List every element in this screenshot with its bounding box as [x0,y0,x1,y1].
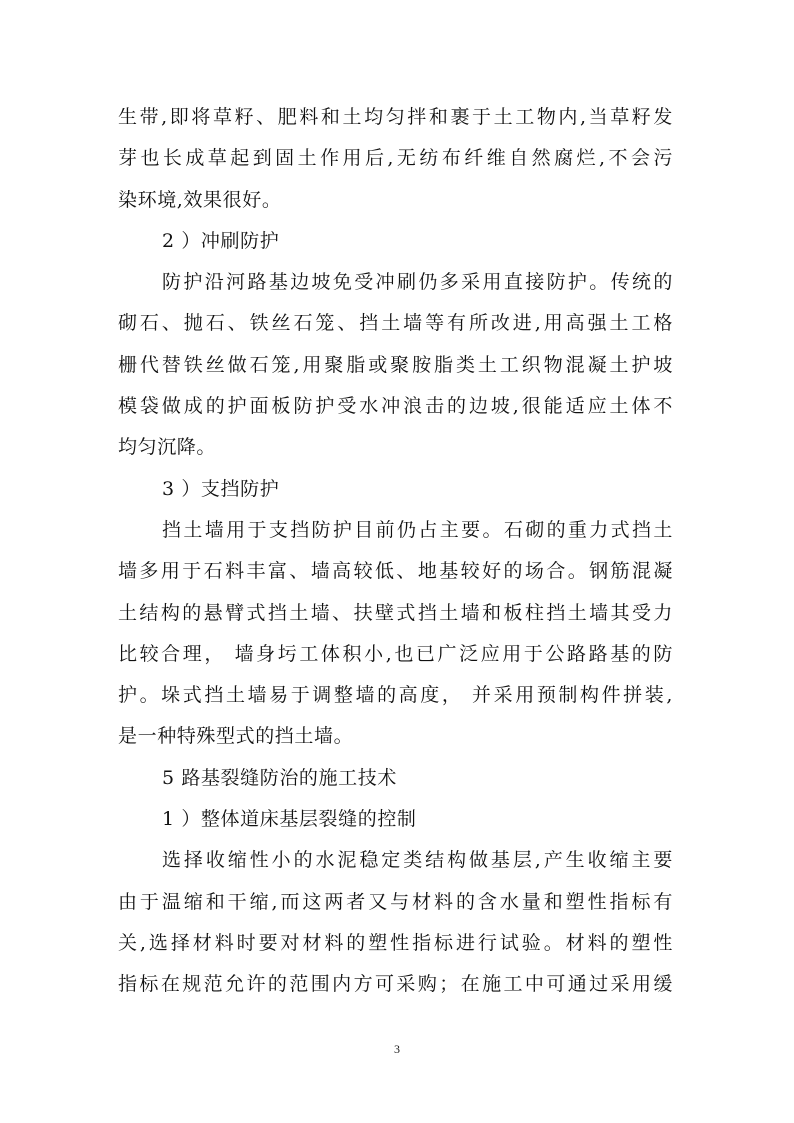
page-body [118,97,673,1006]
text-line: 挡土墙用于支挡防护目前仍占主要。石砌的重力式挡土 [162,518,673,541]
text-line: 关,选择材料时要对材料的塑性指标进行试验。材料的塑性 [118,931,673,954]
text-line: 栅代替铁丝做石笼,用聚脂或聚胺脂类土工织物混凝土护坡 [118,353,673,376]
text-line: 选择收缩性小的水泥稳定类结构做基层,产生收缩主要 [162,849,673,872]
text-line: 由于温缩和干缩,而这两者又与材料的含水量和塑性指标有 [118,890,673,913]
text-line: 墙多用于石料丰富、墙高较低、地基较好的场合。钢筋混凝 [118,560,673,583]
text-line: 均匀沉降。 [118,436,217,459]
paragraph-continued [118,97,673,221]
text-line: 土结构的悬臂式挡土墙、扶壁式挡土墙和板柱挡土墙其受力 [118,601,673,624]
section-heading-scour-protection: 2 ）冲刷防护 [162,229,280,252]
text-line: 生带,即将草籽、肥料和土均匀拌和裹于土工物内,当草籽发 [118,106,673,128]
text-line: 染环境,效果很好。 [118,188,282,211]
text-line: 护。垛式挡土墙易于调整墙的高度， 并采用预制构件拼装, [118,684,673,707]
paragraph-scour-protection [118,262,673,468]
text-line: 防护沿河路基边坡免受冲刷仍多采用直接防护。传统的 [162,271,673,294]
text-line: 模袋做成的护面板防护受水冲浪击的边坡,很能适应土体不 [118,395,673,418]
text-line: 是一种特殊型式的挡土墙。 [118,725,354,748]
text-line: 比较合理， 墙身圬工体积小,也已广泛应用于公路路基的防 [118,642,673,665]
page-number: 3 [394,1042,400,1056]
section-heading-retaining-protection: 3 ）支挡防护 [162,477,280,500]
text-line: 砌石、抛石、铁丝石笼、挡土墙等有所改进,用高强土工格 [118,312,673,335]
paragraph-retaining-protection [118,510,673,758]
section-heading-crack-prevention: 5 路基裂缝防治的施工技术 [162,766,397,789]
text-line: 指标在规范允许的范围内方可采购；在施工中可通过采用缓 [118,973,673,996]
paragraph-base-crack-control [118,840,673,1005]
subsection-heading-base-crack-control: 1 ）整体道床基层裂缝的控制 [162,808,417,831]
text-line: 芽也长成草起到固土作用后,无纺布纤维自然腐烂,不会污 [118,147,673,170]
